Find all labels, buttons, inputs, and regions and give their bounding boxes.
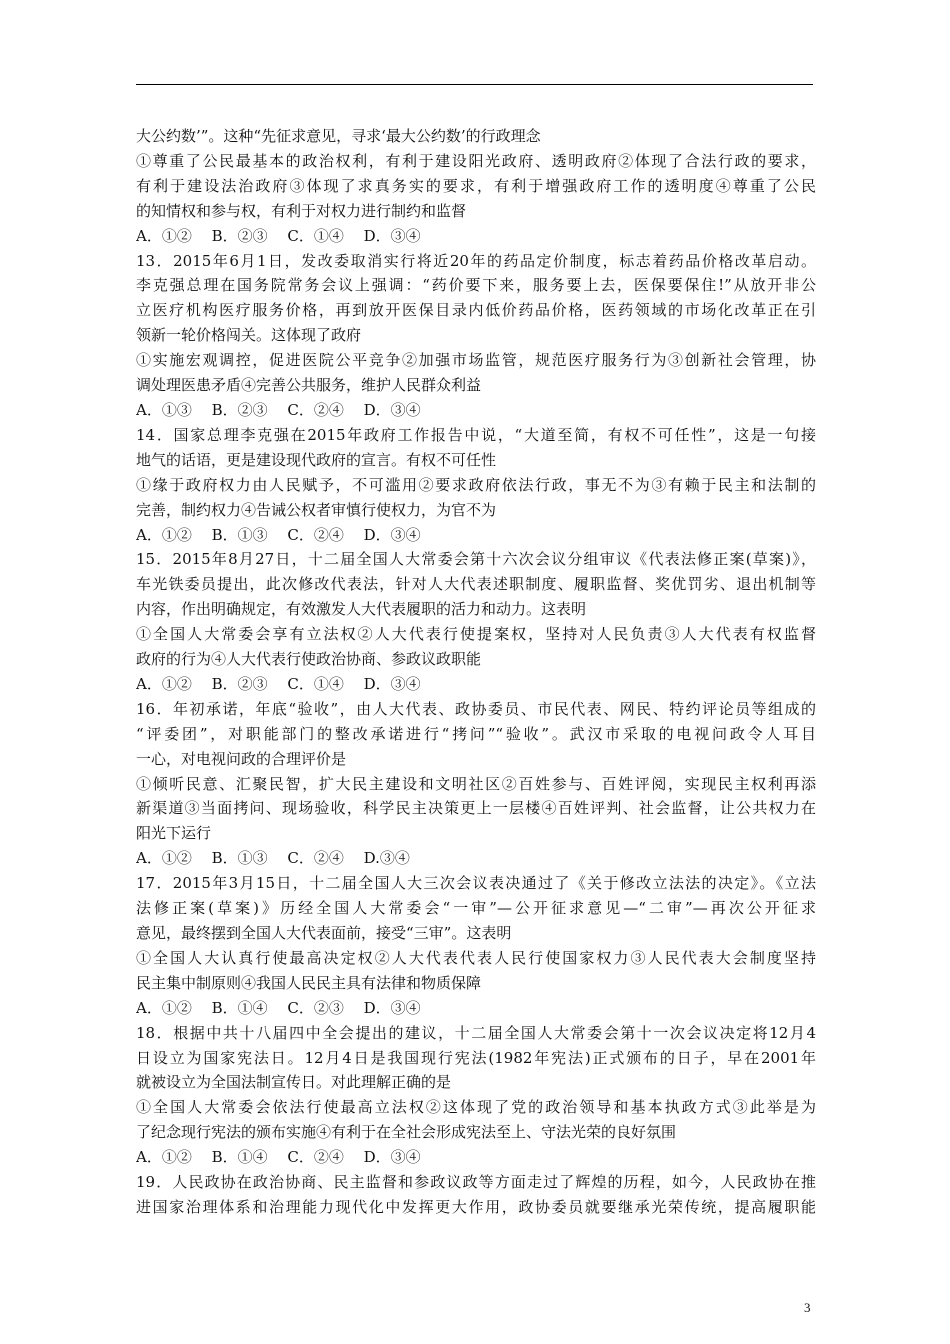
text-line: 进国家治理体系和治理能力现代化中发挥更大作用，政协委员就要继承光荣传统，提高履职能 xyxy=(136,1197,816,1216)
text-line: 领新一轮价格闯关。这体现了政府 xyxy=(136,326,362,345)
text-line: 阳光下运行 xyxy=(136,824,212,843)
answer-options-line: A．①② B．②③ C．①④ D．③④ xyxy=(136,674,421,693)
document-body xyxy=(136,124,816,1220)
header-rule xyxy=(136,84,813,85)
text-line: 内容，作出明确规定，有效激发人大代表履职的活力和动力。这表明 xyxy=(136,600,587,619)
text-line: 地气的话语，更是建设现代政府的宣言。有权不可任性 xyxy=(136,450,497,469)
text-line: ①全国人大常委会享有立法权②人大代表行使提案权，坚持对人民负责③人大代表有权监督 xyxy=(136,625,816,644)
text-line: 立医疗机构医疗服务价格，再到放开医保目录内低价药品价格，医药领域的市场化改革正在引 xyxy=(136,301,816,320)
text-line: 新渠道③当面拷问、现场验收，科学民主决策更上一层楼④百姓评判、社会监督，让公共权力在 xyxy=(136,799,816,818)
text-line: 16．年初承诺，年底“验收”，由人大代表、政协委员、市民代表、网民、特约评论员等组成的 xyxy=(136,699,816,718)
text-line: 日设立为国家宪法日。12月4日是我国现行宪法(1982年宪法)正式颁布的日子，早在2001年 xyxy=(136,1048,816,1067)
text-line: ①尊重了公民最基本的政治权利，有利于建设阳光政府、透明政府②体现了合法行政的要求， xyxy=(136,151,816,170)
text-line: ①缘于政府权力由人民赋予，不可滥用②要求政府依法行政，事无不为③有赖于民主和法制的 xyxy=(136,475,816,494)
text-line: ①全国人大认真行使最高决定权②人大代表代表人民行使国家权力③人民代表大会制度坚持 xyxy=(136,948,816,967)
text-line: 15．2015年8月27日，十二届全国人大常委会第十六次会议分组审议《代表法修正案(草案)》， xyxy=(136,550,816,569)
text-line: 13．2015年6月1日，发改委取消实行将近20年的药品定价制度，标志着药品价格改革启动。 xyxy=(136,251,816,270)
text-line: 完善，制约权力④告诫公权者审慎行使权力，为官不为 xyxy=(136,500,497,519)
answer-options-line: A．①② B．①④ C．②③ D．③④ xyxy=(136,998,421,1017)
text-line: 18．根据中共十八届四中全会提出的建议，十二届全国人大常委会第十一次会议决定将12月4 xyxy=(136,1023,816,1042)
text-line: “评委团”，对职能部门的整改承诺进行“拷问”“验收”。武汉市采取的电视问政令人耳目 xyxy=(136,724,816,743)
text-line: 李克强总理在国务院常务会议上强调：“药价要下来，服务要上去，医保要保住!”从放开非公 xyxy=(136,276,816,295)
answer-options-line: A．①③ B．②③ C．②④ D．③④ xyxy=(136,400,421,419)
text-line: 17．2015年3月15日，十二届全国人大三次会议表决通过了《关于修改立法法的决定》。《立法 xyxy=(136,874,816,893)
text-line: ①全国人大常委会依法行使最高立法权②这体现了党的政治领导和基本执政方式③此举是为 xyxy=(136,1098,816,1117)
page-number: 3 xyxy=(804,1300,811,1315)
text-line: 政府的行为④人大代表行使政治协商、参政议政职能 xyxy=(136,650,482,669)
text-line: 一心，对电视问政的合理评价是 xyxy=(136,749,347,768)
answer-options-line: A．①② B．①③ C．②④ D.③④ xyxy=(136,849,410,868)
answer-options-line: A．①② B．①③ C．②④ D．③④ xyxy=(136,525,421,544)
text-line: 的知情权和参与权，有利于对权力进行制约和监督 xyxy=(136,201,467,220)
text-line: 法修正案(草案)》历经全国人大常委会“一审”—公开征求意见—“二审”—再次公开征求 xyxy=(136,899,816,918)
text-line: ①实施宏观调控，促进医院公平竞争②加强市场监管，规范医疗服务行为③创新社会管理，协 xyxy=(136,351,816,370)
text-line: 19．人民政协在政治协商、民主监督和参政议政等方面走过了辉煌的历程，如今，人民政协在推 xyxy=(136,1173,816,1192)
text-line: ①倾听民意、汇聚民智，扩大民主建设和文明社区②百姓参与、百姓评阅，实现民主权利再添 xyxy=(136,774,816,793)
text-line: 调处理医患矛盾④完善公共服务，维护人民群众利益 xyxy=(136,376,482,395)
text-line: 意见，最终摆到全国人大代表面前，接受“三审”。这表明 xyxy=(136,924,512,942)
text-line: 大公约数’”。这种“先征求意见，寻求‘最大公约数’的行政理念 xyxy=(136,127,541,145)
text-line: 民主集中制原则④我国人民民主具有法律和物质保障 xyxy=(136,973,482,992)
text-line: 14．国家总理李克强在2015年政府工作报告中说，“大道至简，有权不可任性”，这是一句接 xyxy=(136,425,816,444)
text-line: 就被设立为全国法制宣传日。对此理解正确的是 xyxy=(136,1073,452,1092)
text-line: 了纪念现行宪法的颁布实施④有利于在全社会形成宪法至上、守法光荣的良好氛围 xyxy=(136,1123,677,1142)
answer-options-line: A．①② B．②③ C．①④ D．③④ xyxy=(136,226,421,245)
text-line: 车光铁委员提出，此次修改代表法，针对人大代表述职制度、履职监督、奖优罚劣、退出机制等 xyxy=(136,575,816,594)
answer-options-line: A．①② B．①④ C．②④ D．③④ xyxy=(136,1148,421,1167)
text-line: 有利于建设法治政府③体现了求真务实的要求，有利于增强政府工作的透明度④尊重了公民 xyxy=(136,176,816,195)
